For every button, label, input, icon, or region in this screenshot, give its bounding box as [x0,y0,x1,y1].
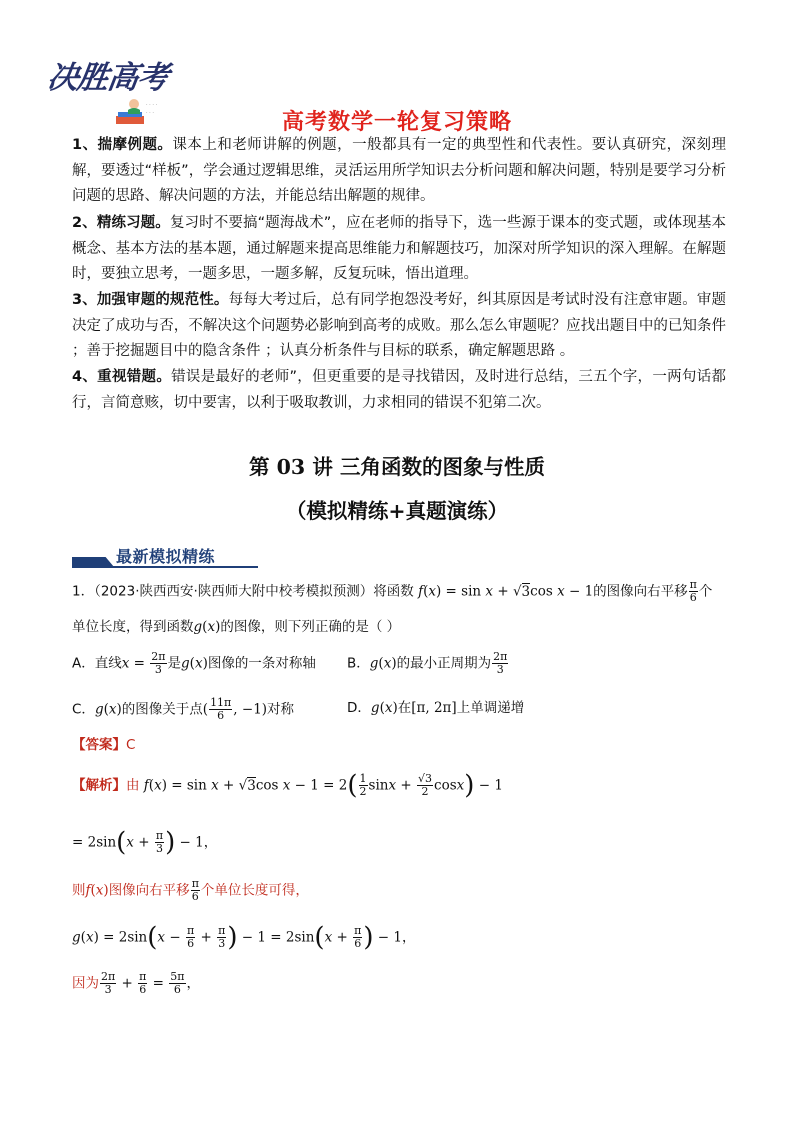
strategy-2 [72,211,726,288]
strategy-2-head: 2、精练习题。 [72,215,170,231]
analysis-line-4: g(x) = 2sin(x − $\frac{\pi}{6}$ + $\frac{\pi}{3}$ ) − 1 = 2sin(x + $\frac{\pi}{6}$ ) − 1， [72,922,416,953]
option-a-suffix: 是 [167,655,182,672]
question-number: 1． [72,583,95,600]
question-stem-2: 的图像向右平移 [593,583,688,600]
option-a: A．直线x = $\frac{2\pi}{3}$ 是g(x)图像的一条对称轴 [72,650,316,676]
svg-text:· · · ·: · · · · [146,102,158,108]
question-source: （2023·陕西西安·陕西师大附中校考模拟预测）将函数 [94,583,414,600]
option-d-prefix: D． [347,700,371,716]
analysis-line-3: 则f(x)图像向右平移 $\frac{\pi}{6}$ 个单位长度可得， [72,877,309,903]
strategy-3-head: 3、加强审题的规范性。 [72,292,229,308]
option-d-end: 上单调递增 [456,700,525,716]
option-c-end: 对称 [267,701,295,718]
lecture-title: 第 03 讲 三角函数的图象与性质 [249,455,545,479]
analysis-line-3-prefix: 则 [72,882,86,899]
question-1-line-1: 1．（2023·陕西西安·陕西师大附中校考模拟预测）将函数 f(x) = sin x + √3cos x − 1的图像向右平移 $\frac{\pi}{6}$ 个 [72,578,713,604]
question-stem-3: 个 [698,583,713,600]
logo-text: 决胜高考 [44,60,171,96]
option-b: B．g(x)的最小正周期为 $\frac{2\pi}{3}$ [347,650,508,676]
analysis-lead: 由 [126,777,140,794]
strategy-1-head: 1、揣摩例题。 [72,137,173,153]
option-b-end: 的最小正周期为 [396,655,492,672]
analysis-line-1: 【解析】由 f(x) = sin x + √3cos x − 1 = 2( $\frac{1}{2}$ sinx + $\frac{√3}{2}$ cosx) − 1 [72,770,503,801]
strategy-1-body: 课本上和老师讲解的例题，一般都具有一定的典型性和代表性。要认真研究，深刻理解，要透过“样板”，学会通过逻辑思维，灵活运用所学知识去分析问题和解决问题，特别是要学习分析问题的思路、解决问题的方法，并能总结出解题的规律。 [72,137,727,204]
strategy-4 [72,365,726,416]
option-a-end: 图像的一条对称轴 [207,655,316,672]
analysis-label: 【解析】 [72,777,126,794]
strategy-4-head: 4、重视错题。 [72,369,172,385]
analysis-line-2: = 2sin(x + $\frac{\pi}{3}$ ) − 1， [72,827,218,858]
question-stem-line2: 单位长度，得到函数 [72,619,194,635]
question-stem-line2b: 的图像，则下列正确的是（ ） [220,619,401,635]
page-title: 高考数学一轮复习策略 [281,110,512,135]
analysis-line-3-mid: 图像向右平移 [108,882,190,899]
lecture-subtitle: （模拟精练+真题演练） [285,499,509,523]
section-label: 最新模拟精练 [116,547,216,566]
strategy-3-body: 每每大考过后，总有同学抱怨没考好，纠其原因是考试时没有注意审题。审题决定了成功与否，不解决这个问题势必影响到高考的成败。那么怎么审题呢？应找出题目中的已知条件 ；善于挖掘题目中的隐含条件 ；认真分析条件与目标的联系，确定解题思路 。 [72,292,727,359]
option-d-mid: 在 [397,700,412,716]
section-header [72,544,258,570]
strategy-2-body: 复习时不要搞“题海战术”，应在老师的指导下，选一些源于课本的变式题，或体现基本概念、基本方法的基本题，通过解题来提高思维能力和解题技巧，加深对所学知识的深入理解。在解题时，要独立思考，一题多思，一题多解，反复玩味，悟出道理。 [72,215,726,282]
analysis-line-5: 因为 $\frac{2\pi}{3}$ + $\frac{\pi}{6}$ = $\frac{5\pi}{6}$ ， [72,970,201,996]
answer-label: 【答案】 [72,737,126,753]
strategy-1 [72,133,726,210]
analysis-line-3-end: 个单位长度可得， [200,882,309,899]
svg-text:· · ·: · · · [146,110,154,116]
option-a-prefix: A．直线 [72,655,122,672]
analysis-line-5-prefix: 因为 [72,975,99,992]
option-d: D．g(x)在[π, 2π]上单调递增 [347,700,525,716]
option-c: C．g(x)的图像关于点( $\frac{11\pi}{6}$ , −1)对称 [72,696,295,722]
option-c-mid: 的图像关于点 [121,701,203,718]
question-1-line-2: 单位长度，得到函数g(x)的图像，则下列正确的是（ ） [72,619,401,635]
strategy-3 [72,288,726,365]
strategy-4-body: 错误是最好的老师”，但更重要的是寻找错因，及时进行总结，三五个字，一两句话都行，言简意赅，切中要害，以利于吸取教训，力求相同的错误不犯第二次。 [72,369,726,411]
answer [72,734,135,756]
option-c-prefix: C． [72,701,95,718]
answer-value: C [126,737,136,753]
option-b-prefix: B． [347,655,370,672]
